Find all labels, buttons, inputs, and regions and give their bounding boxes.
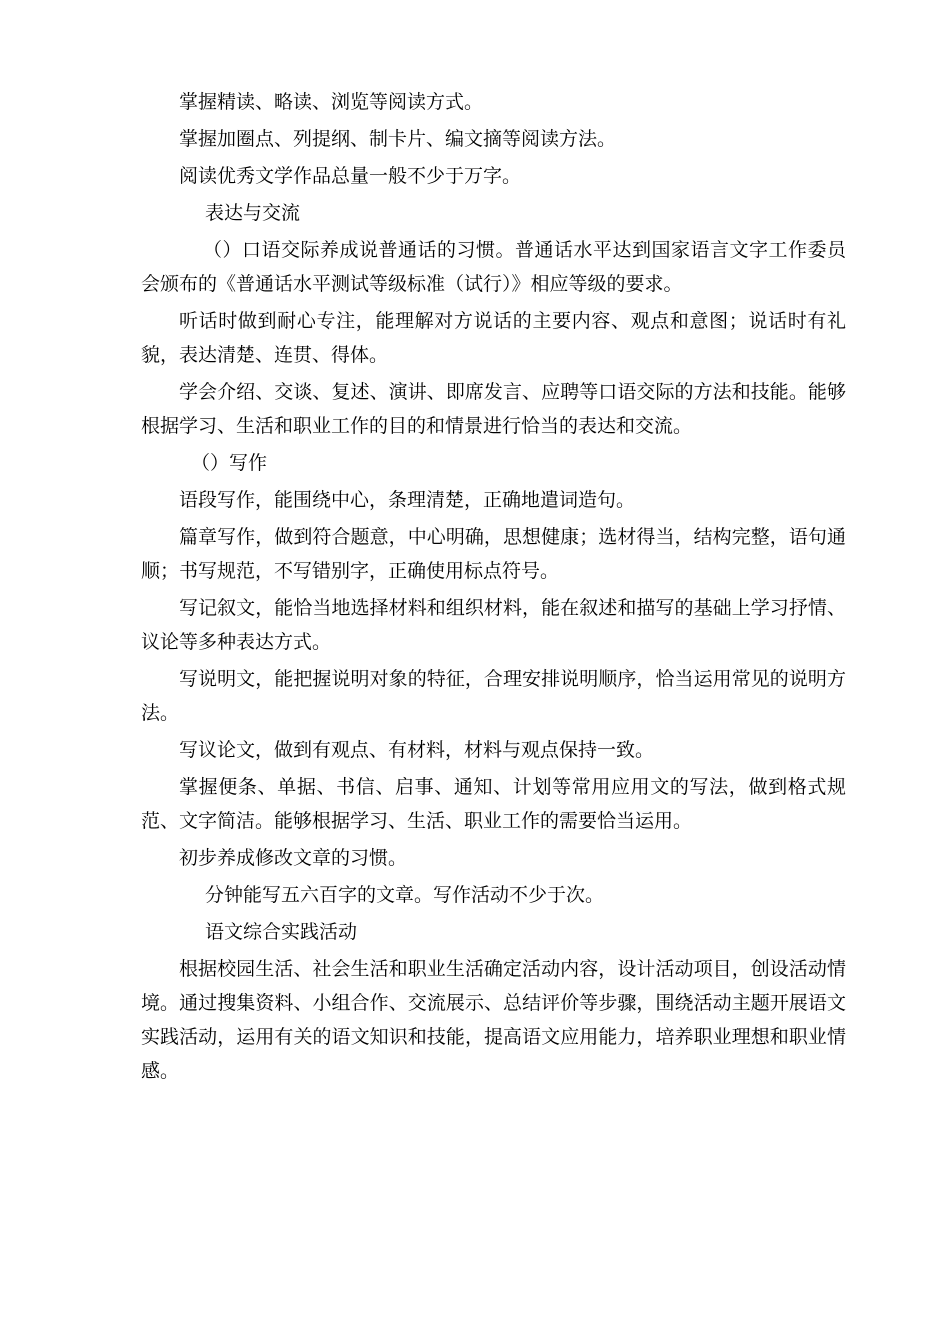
paragraph-narrative: 写记叙文，能恰当地选择材料和组织材料，能在叙述和描写的基础上学习抒情、议论等多种表达方式。 — [141, 597, 846, 653]
paragraph-listening: 听话时做到耐心专注，能理解对方说话的主要内容、观点和意图；说话时有礼貌，表达清楚、连贯、得体。 — [141, 310, 846, 366]
paragraph-oral-communication: （）口语交际养成说普通话的习惯。普通话水平达到国家语言文字工作委员会颁布的《普通话水平测试等级标准（试行）》相应等级的要求。 — [141, 239, 846, 295]
section-heading-writing: （）写作 — [191, 452, 268, 474]
paragraph-revision: 初步养成修改文章的习惯。 — [179, 847, 408, 869]
paragraph-communication-skills: 学会介绍、交谈、复述、演讲、即席发言、应聘等口语交际的方法和技能。能够根据学习、生活和职业工作的目的和情景进行恰当的表达和交流。 — [141, 381, 846, 437]
document-body — [141, 85, 846, 1091]
paragraph-segment-writing: 语段写作，能围绕中心，条理清楚，正确地遣词造句。 — [179, 489, 636, 511]
paragraph-argumentative: 写议论文，做到有观点、有材料，材料与观点保持一致。 — [179, 739, 655, 761]
paragraph-practical-writing: 掌握便条、单据、书信、启事、通知、计划等常用应用文的写法，做到格式规范、文字简洁。能够根据学习、生活、职业工作的需要恰当运用。 — [141, 776, 846, 832]
paragraph-practice-activities: 根据校园生活、社会生活和职业生活确定活动内容，设计活动项目，创设活动情境。通过搜集资料、小组合作、交流展示、总结评价等步骤，围绕活动主题开展语文实践活动，运用有关的语文知识和技能，提高语文应用能力，培养职业理想和职业情感。 — [141, 958, 846, 1082]
section-heading-expression: 表达与交流 — [205, 202, 301, 224]
paragraph-reading-volume: 阅读优秀文学作品总量一般不少于万字。 — [179, 165, 522, 187]
section-heading-practice: 语文综合实践活动 — [205, 921, 358, 943]
paragraph-composition-writing: 篇章写作，做到符合题意，中心明确，思想健康；选材得当，结构完整，语句通顺；书写规范，不写错别字，正确使用标点符号。 — [141, 526, 846, 582]
paragraph-reading-modes: 掌握精读、略读、浏览等阅读方式。 — [179, 91, 484, 113]
paragraph-expository: 写说明文，能把握说明对象的特征，合理安排说明顺序，恰当运用常见的说明方法。 — [141, 668, 846, 724]
paragraph-reading-methods: 掌握加圈点、列提纲、制卡片、编文摘等阅读方法。 — [179, 128, 617, 150]
paragraph-writing-speed: 分钟能写五六百字的文章。写作活动不少于次。 — [205, 884, 605, 906]
